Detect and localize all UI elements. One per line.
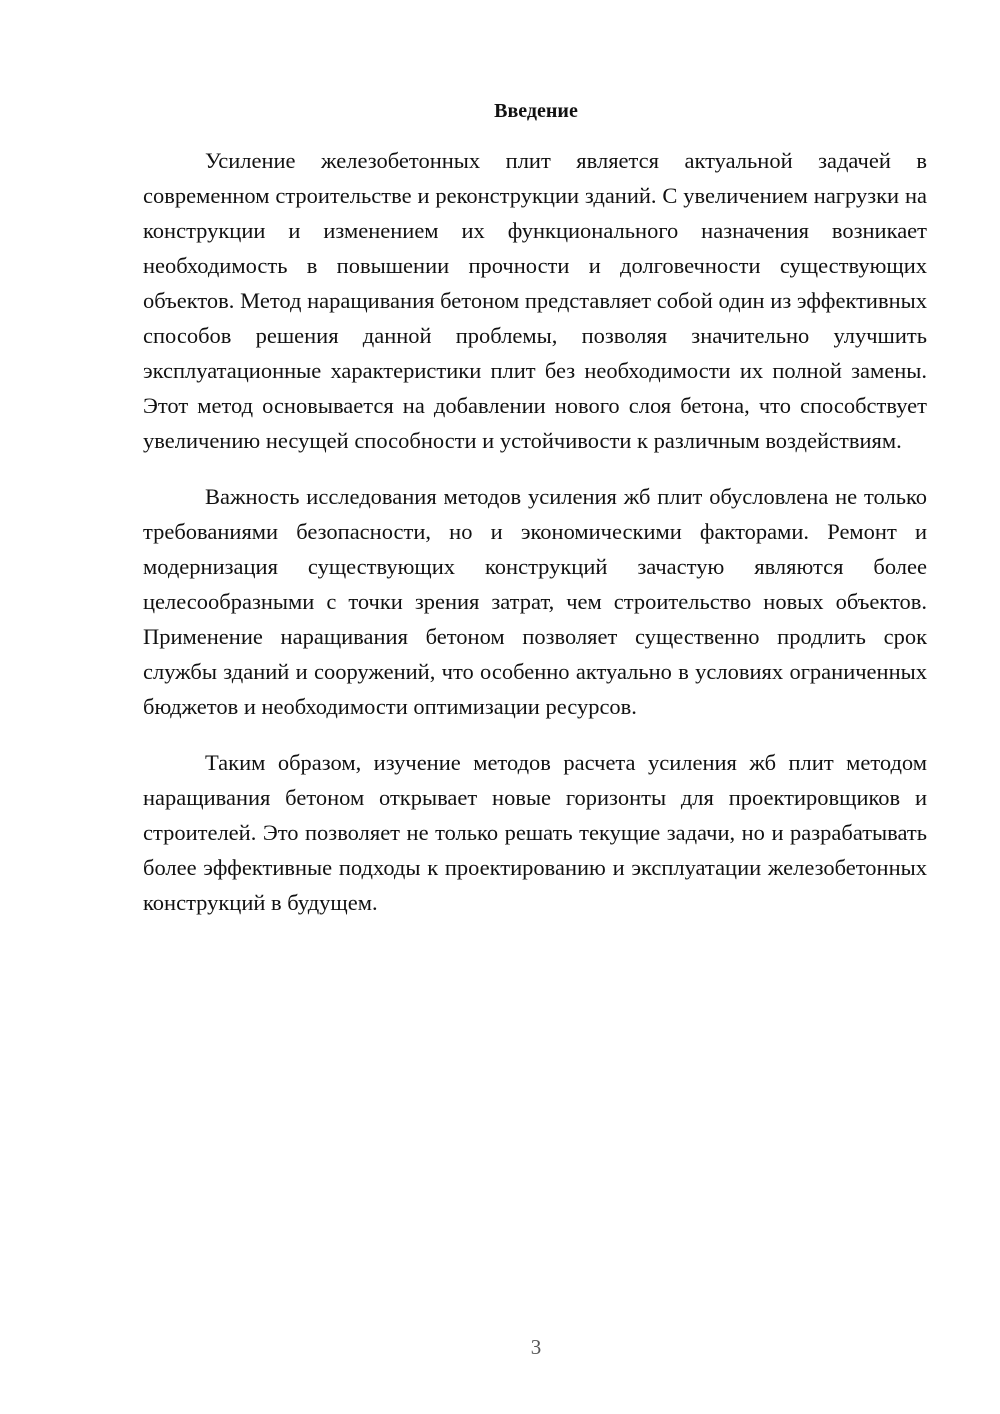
section-heading: Введение xyxy=(494,100,578,122)
paragraph-3: Таким образом, изучение методов расчета усиления жб плит методом наращивания бетоном открывает новые горизонты для проектировщиков и строителей. Это позволяет не только решать текущие задачи, но и разрабатывать более эффективные подходы к проектированию и эксплуатации железобетонных конструкций в будущем. xyxy=(143,750,927,915)
body-text xyxy=(143,143,927,920)
paragraph-2: Важность исследования методов усиления жб плит обусловлена не только требованиями безопасности, но и экономическими факторами. Ремонт и модернизация существующих конструкций зачастую являются более целесообразными с точки зрения затрат, чем строительство новых объектов. Применение наращивания бетоном позволяет существенно продлить срок службы зданий и сооружений, что особенно актуально в условиях ограниченных бюджетов и необходимости оптимизации ресурсов. xyxy=(143,484,927,719)
paragraph-1: Усиление железобетонных плит является актуальной задачей в современном строительстве и реконструкции зданий. С увеличением нагрузки на конструкции и изменением их функционального назначения возникает необходимость в повышении прочности и долговечности существующих объектов. Метод наращивания бетоном представляет собой один из эффективных способов решения данной проблемы, позволяя значительно улучшить эксплуатационные характеристики плит без необходимости их полной замены. Этот метод основывается на добавлении нового слоя бетона, что способствует увеличению несущей способности и устойчивости к различным воздействиям. xyxy=(143,148,927,453)
page-number: 3 xyxy=(530,1335,542,1359)
